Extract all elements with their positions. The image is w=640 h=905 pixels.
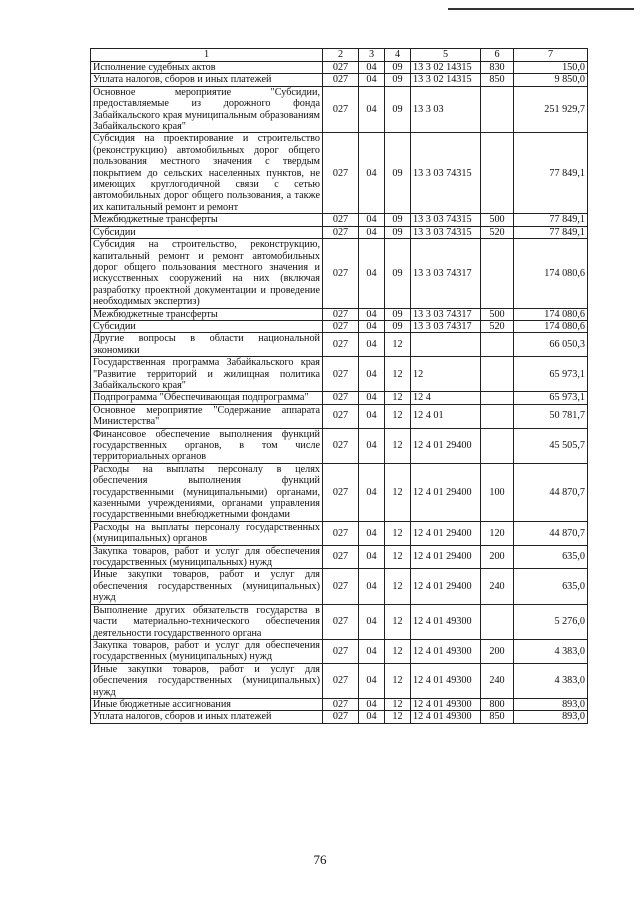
ministry-code: 027 xyxy=(323,428,359,463)
budget-table xyxy=(90,48,588,724)
ministry-code: 027 xyxy=(323,404,359,428)
table-row xyxy=(91,392,588,404)
expense-type-code: 120 xyxy=(481,521,514,545)
table-row xyxy=(91,308,588,320)
expense-type-code xyxy=(481,86,514,133)
table-row xyxy=(91,74,588,86)
section-code: 04 xyxy=(359,569,385,604)
subsection-code: 12 xyxy=(385,545,411,569)
row-name: Исполнение судебных актов xyxy=(91,62,323,74)
subsection-code: 12 xyxy=(385,463,411,521)
subsection-code: 12 xyxy=(385,404,411,428)
target-article-code: 12 4 01 49300 xyxy=(411,711,481,723)
subsection-code: 09 xyxy=(385,239,411,308)
row-name: Другие вопросы в области национальной экономики xyxy=(91,333,323,357)
amount: 4 383,0 xyxy=(514,663,588,698)
table-row xyxy=(91,133,588,214)
header-col-3: 3 xyxy=(359,49,385,62)
target-article-code: 13 3 02 14315 xyxy=(411,74,481,86)
section-code: 04 xyxy=(359,62,385,74)
row-name: Уплата налогов, сборов и иных платежей xyxy=(91,711,323,723)
target-article-code: 12 4 01 29400 xyxy=(411,521,481,545)
target-article-code: 13 3 03 74315 xyxy=(411,133,481,214)
amount: 4 383,0 xyxy=(514,639,588,663)
header-col-7: 7 xyxy=(514,49,588,62)
expense-type-code: 500 xyxy=(481,214,514,226)
subsection-code: 12 xyxy=(385,333,411,357)
row-name: Субсидии xyxy=(91,226,323,238)
row-name: Закупка товаров, работ и услуг для обеспечения государственных (муниципальных) нужд xyxy=(91,639,323,663)
target-article-code: 13 3 02 14315 xyxy=(411,62,481,74)
row-name: Межбюджетные трансферты xyxy=(91,308,323,320)
ministry-code: 027 xyxy=(323,663,359,698)
section-code: 04 xyxy=(359,214,385,226)
amount: 174 080,6 xyxy=(514,308,588,320)
amount: 150,0 xyxy=(514,62,588,74)
ministry-code: 027 xyxy=(323,239,359,308)
target-article-code: 12 4 01 xyxy=(411,404,481,428)
row-name: Финансовое обеспечение выполнения функций государственных органов, в том числе территориальных органов xyxy=(91,428,323,463)
table-row xyxy=(91,569,588,604)
target-article-code: 12 xyxy=(411,357,481,392)
expense-type-code: 200 xyxy=(481,639,514,663)
section-code: 04 xyxy=(359,239,385,308)
row-name: Субсидии xyxy=(91,320,323,332)
subsection-code: 12 xyxy=(385,428,411,463)
section-code: 04 xyxy=(359,639,385,663)
section-code: 04 xyxy=(359,463,385,521)
expense-type-code: 240 xyxy=(481,569,514,604)
subsection-code: 09 xyxy=(385,133,411,214)
subsection-code: 09 xyxy=(385,320,411,332)
ministry-code: 027 xyxy=(323,320,359,332)
subsection-code: 12 xyxy=(385,521,411,545)
table-header-row xyxy=(91,49,588,62)
subsection-code: 12 xyxy=(385,392,411,404)
target-article-code: 13 3 03 74315 xyxy=(411,214,481,226)
expense-type-code xyxy=(481,239,514,308)
amount: 174 080,6 xyxy=(514,239,588,308)
header-col-1: 1 xyxy=(91,49,323,62)
row-name: Межбюджетные трансферты xyxy=(91,214,323,226)
section-code: 04 xyxy=(359,663,385,698)
ministry-code: 027 xyxy=(323,226,359,238)
expense-type-code: 520 xyxy=(481,320,514,332)
ministry-code: 027 xyxy=(323,308,359,320)
subsection-code: 09 xyxy=(385,308,411,320)
ministry-code: 027 xyxy=(323,333,359,357)
header-col-2: 2 xyxy=(323,49,359,62)
target-article-code: 12 4 01 49300 xyxy=(411,698,481,710)
row-name: Государственная программа Забайкальского края "Развитие территорий и жилищная политика Забайкальского края" xyxy=(91,357,323,392)
table-row xyxy=(91,604,588,639)
row-name: Подпрограмма "Обеспечивающая подпрограмма" xyxy=(91,392,323,404)
row-name: Расходы на выплаты персоналу государственных (муниципальных) органов xyxy=(91,521,323,545)
amount: 66 050,3 xyxy=(514,333,588,357)
target-article-code: 12 4 01 29400 xyxy=(411,545,481,569)
amount: 44 870,7 xyxy=(514,521,588,545)
row-name: Субсидия на проектирование и строительство (реконструкцию) автомобильных дорог общего пользования местного значения с твердым покрытием до сельских населенных пунктов, не имеющих круглогодичной связи с сетью автомобильных дорог общего пользования, а также их капитальный ремонт и ремонт xyxy=(91,133,323,214)
table-row xyxy=(91,214,588,226)
section-code: 04 xyxy=(359,333,385,357)
table-row xyxy=(91,711,588,723)
section-code: 04 xyxy=(359,74,385,86)
ministry-code: 027 xyxy=(323,62,359,74)
target-article-code: 12 4 01 29400 xyxy=(411,463,481,521)
target-article-code: 13 3 03 74315 xyxy=(411,226,481,238)
section-code: 04 xyxy=(359,133,385,214)
target-article-code: 12 4 01 49300 xyxy=(411,663,481,698)
ministry-code: 027 xyxy=(323,639,359,663)
expense-type-code xyxy=(481,333,514,357)
table-row xyxy=(91,663,588,698)
table-row xyxy=(91,404,588,428)
row-name: Закупка товаров, работ и услуг для обеспечения государственных (муниципальных) нужд xyxy=(91,545,323,569)
row-name: Иные закупки товаров, работ и услуг для обеспечения государственных (муниципальных) нужд xyxy=(91,663,323,698)
section-code: 04 xyxy=(359,357,385,392)
subsection-code: 09 xyxy=(385,226,411,238)
ministry-code: 027 xyxy=(323,604,359,639)
amount: 65 973,1 xyxy=(514,392,588,404)
amount: 635,0 xyxy=(514,545,588,569)
expense-type-code xyxy=(481,133,514,214)
expense-type-code: 850 xyxy=(481,711,514,723)
table-row xyxy=(91,62,588,74)
subsection-code: 12 xyxy=(385,639,411,663)
ministry-code: 027 xyxy=(323,545,359,569)
ministry-code: 027 xyxy=(323,569,359,604)
table-row xyxy=(91,320,588,332)
row-name: Основное мероприятие "Субсидии, предоставляемые из дорожного фонда Забайкальского края муниципальным образованиям Забайкальского края" xyxy=(91,86,323,133)
table-row xyxy=(91,428,588,463)
ministry-code: 027 xyxy=(323,74,359,86)
amount: 77 849,1 xyxy=(514,226,588,238)
target-article-code: 13 3 03 74317 xyxy=(411,320,481,332)
table-body xyxy=(91,62,588,724)
expense-type-code xyxy=(481,357,514,392)
table-row xyxy=(91,333,588,357)
expense-type-code: 850 xyxy=(481,74,514,86)
table-row xyxy=(91,357,588,392)
amount: 635,0 xyxy=(514,569,588,604)
target-article-code: 12 4 01 29400 xyxy=(411,569,481,604)
ministry-code: 027 xyxy=(323,214,359,226)
expense-type-code: 500 xyxy=(481,308,514,320)
subsection-code: 12 xyxy=(385,698,411,710)
table-row xyxy=(91,226,588,238)
section-code: 04 xyxy=(359,428,385,463)
section-code: 04 xyxy=(359,604,385,639)
expense-type-code xyxy=(481,604,514,639)
section-code: 04 xyxy=(359,226,385,238)
expense-type-code: 520 xyxy=(481,226,514,238)
expense-type-code: 240 xyxy=(481,663,514,698)
row-name: Иные бюджетные ассигнования xyxy=(91,698,323,710)
amount: 251 929,7 xyxy=(514,86,588,133)
ministry-code: 027 xyxy=(323,133,359,214)
row-name: Уплата налогов, сборов и иных платежей xyxy=(91,74,323,86)
amount: 174 080,6 xyxy=(514,320,588,332)
subsection-code: 12 xyxy=(385,711,411,723)
section-code: 04 xyxy=(359,404,385,428)
section-code: 04 xyxy=(359,521,385,545)
amount: 893,0 xyxy=(514,711,588,723)
row-name: Выполнение других обязательств государства в части материально-технического обеспечения деятельности государственного органа xyxy=(91,604,323,639)
amount: 893,0 xyxy=(514,698,588,710)
amount: 77 849,1 xyxy=(514,214,588,226)
ministry-code: 027 xyxy=(323,357,359,392)
subsection-code: 09 xyxy=(385,86,411,133)
target-article-code: 12 4 xyxy=(411,392,481,404)
target-article-code: 12 4 01 29400 xyxy=(411,428,481,463)
target-article-code: 13 3 03 xyxy=(411,86,481,133)
section-code: 04 xyxy=(359,86,385,133)
table-row xyxy=(91,698,588,710)
expense-type-code xyxy=(481,392,514,404)
subsection-code: 12 xyxy=(385,357,411,392)
row-name: Субсидия на строительство, реконструкцию, капитальный ремонт и ремонт автомобильных дорог общего пользования местного значения и искусственных сооружений на них (включая разработку проектной документации и проведение необходимых экспертиз) xyxy=(91,239,323,308)
scan-edge-line xyxy=(448,8,634,10)
target-article-code: 12 4 01 49300 xyxy=(411,604,481,639)
ministry-code: 027 xyxy=(323,463,359,521)
row-name: Иные закупки товаров, работ и услуг для обеспечения государственных (муниципальных) нужд xyxy=(91,569,323,604)
table-row xyxy=(91,545,588,569)
subsection-code: 09 xyxy=(385,62,411,74)
table-row xyxy=(91,521,588,545)
section-code: 04 xyxy=(359,545,385,569)
ministry-code: 027 xyxy=(323,521,359,545)
expense-type-code: 100 xyxy=(481,463,514,521)
target-article-code: 12 4 01 49300 xyxy=(411,639,481,663)
header-col-4: 4 xyxy=(385,49,411,62)
header-col-6: 6 xyxy=(481,49,514,62)
section-code: 04 xyxy=(359,698,385,710)
amount: 44 870,7 xyxy=(514,463,588,521)
expense-type-code xyxy=(481,404,514,428)
amount: 5 276,0 xyxy=(514,604,588,639)
row-name: Расходы на выплаты персоналу в целях обеспечения выполнения функций государственными (муниципальными) органами, казенными учреждениями, органами управления государственными внебюджетными фондами xyxy=(91,463,323,521)
table-row xyxy=(91,639,588,663)
amount: 65 973,1 xyxy=(514,357,588,392)
subsection-code: 12 xyxy=(385,663,411,698)
expense-type-code: 800 xyxy=(481,698,514,710)
target-article-code: 13 3 03 74317 xyxy=(411,308,481,320)
header-col-5: 5 xyxy=(411,49,481,62)
target-article-code: 13 3 03 74317 xyxy=(411,239,481,308)
subsection-code: 12 xyxy=(385,604,411,639)
section-code: 04 xyxy=(359,392,385,404)
row-name: Основное мероприятие "Содержание аппарата Министерства" xyxy=(91,404,323,428)
table-row xyxy=(91,239,588,308)
amount: 50 781,7 xyxy=(514,404,588,428)
expense-type-code: 200 xyxy=(481,545,514,569)
section-code: 04 xyxy=(359,320,385,332)
expense-type-code: 830 xyxy=(481,62,514,74)
ministry-code: 027 xyxy=(323,698,359,710)
amount: 77 849,1 xyxy=(514,133,588,214)
table-row xyxy=(91,463,588,521)
page-number: 76 xyxy=(313,852,327,867)
target-article-code xyxy=(411,333,481,357)
subsection-code: 12 xyxy=(385,569,411,604)
amount: 45 505,7 xyxy=(514,428,588,463)
subsection-code: 09 xyxy=(385,74,411,86)
ministry-code: 027 xyxy=(323,392,359,404)
ministry-code: 027 xyxy=(323,711,359,723)
table-row xyxy=(91,86,588,133)
subsection-code: 09 xyxy=(385,214,411,226)
section-code: 04 xyxy=(359,308,385,320)
ministry-code: 027 xyxy=(323,86,359,133)
section-code: 04 xyxy=(359,711,385,723)
expense-type-code xyxy=(481,428,514,463)
amount: 9 850,0 xyxy=(514,74,588,86)
